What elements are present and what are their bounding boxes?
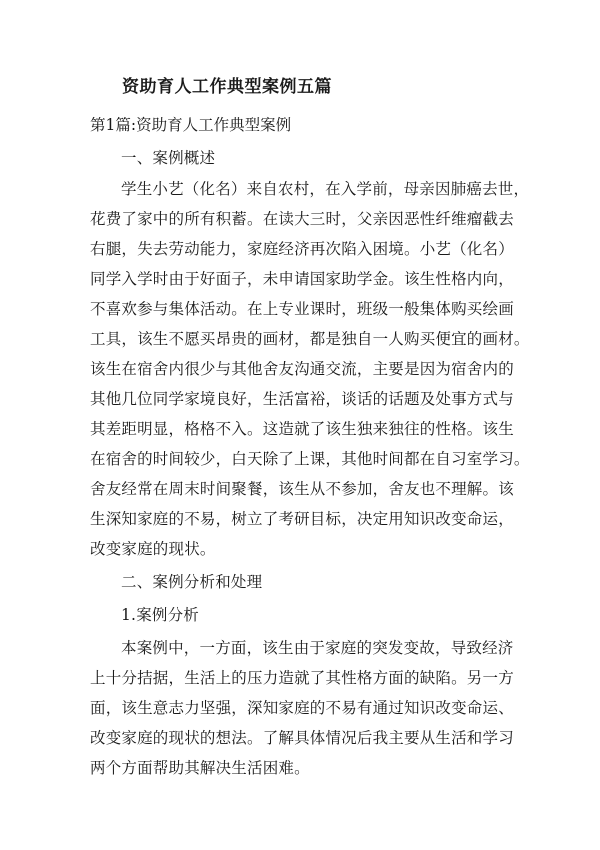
paragraph-line: 上十分拮据，生活上的压力造就了其性格方面的缺陷。另一方 bbox=[90, 669, 514, 687]
paragraph-line: 同学入学时由于好面子，未申请国家助学金。该生性格内向， bbox=[90, 270, 514, 288]
paragraph-line: 改变家庭的现状。 bbox=[90, 540, 216, 558]
paragraph-line: 右腿，失去劳动能力，家庭经济再次陷入困境。小艺（化名） bbox=[90, 240, 514, 258]
paragraph-line: 其他几位同学家境良好，生活富裕，谈话的话题及处事方式与 bbox=[90, 390, 514, 408]
section1-heading: 一、案例概述 bbox=[121, 149, 216, 167]
paragraph-line: 其差距明显，格格不入。这造就了该生独来独往的性格。该生 bbox=[90, 420, 514, 438]
section2-subheading: 1.案例分析 bbox=[121, 606, 199, 624]
paragraph-line: 学生小艺（化名）来自农村，在入学前，母亲因肺癌去世， bbox=[121, 180, 530, 198]
document-title: 资助育人工作典型案例五篇 bbox=[122, 77, 332, 97]
paragraph-line: 工具，该生不愿买昂贵的画材，都是独自一人购买便宜的画材。 bbox=[90, 330, 530, 348]
paragraph-line: 不喜欢参与集体活动。在上专业课时，班级一般集体购买绘画 bbox=[90, 300, 514, 318]
paragraph-line: 面，该生意志力坚强，深知家庭的不易有通过知识改变命运、 bbox=[90, 699, 514, 717]
paragraph-line: 改变家庭的现状的想法。了解具体情况后我主要从生活和学习 bbox=[90, 729, 514, 747]
paragraph-line: 两个方面帮助其解决生活困难。 bbox=[90, 759, 310, 777]
document-subtitle: 第1篇:资助育人工作典型案例 bbox=[90, 116, 292, 134]
paragraph-line: 该生在宿舍内很少与其他舍友沟通交流，主要是因为宿舍内的 bbox=[90, 360, 514, 378]
paragraph-line: 在宿舍的时间较少，白天除了上课，其他时间都在自习室学习。 bbox=[90, 450, 530, 468]
paragraph-line: 舍友经常在周末时间聚餐，该生从不参加，舍友也不理解。该 bbox=[90, 480, 514, 498]
section2-heading: 二、案例分析和处理 bbox=[121, 573, 263, 591]
paragraph-line: 生深知家庭的不易，树立了考研目标，决定用知识改变命运， bbox=[90, 510, 514, 528]
paragraph-line: 花费了家中的所有积蓄。在读大三时，父亲因恶性纤维瘤截去 bbox=[90, 210, 514, 228]
paragraph-line: 本案例中，一方面，该生由于家庭的突发变故，导致经济 bbox=[121, 639, 514, 657]
